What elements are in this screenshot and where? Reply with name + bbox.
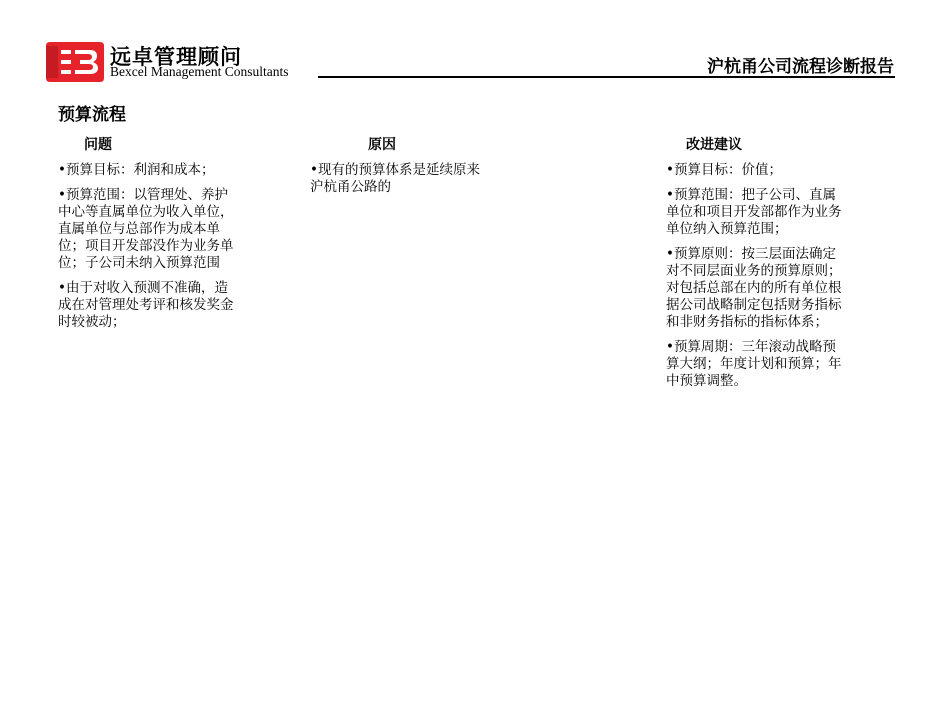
column-heading-causes: 原因 xyxy=(368,137,396,153)
list-item: •预算范围：以管理处、养护中心等直属单位为收入单位，直属单位与总部作为成本单位；项目开发部没作为业务单位；子公司未纳入预算范围 xyxy=(58,187,234,271)
report-title: 沪杭甬公司流程诊断报告 xyxy=(707,57,894,77)
list-item: •预算目标：价值； xyxy=(666,162,782,178)
column-heading-suggestions: 改进建议 xyxy=(686,137,742,153)
suggestions-list xyxy=(666,162,848,398)
page-title: 预算流程 xyxy=(58,105,126,125)
column-heading-problems: 问题 xyxy=(84,137,112,153)
company-logo-icon xyxy=(44,42,106,82)
list-item: •预算原则：按三层面法确定对不同层面业务的预算原则；对包括总部在内的所有单位根据公司战略制定包括财务指标和非财务指标的指标体系； xyxy=(666,246,842,330)
brand-name-en: Bexcel Management Consultants xyxy=(110,64,289,79)
list-item: •现有的预算体系是延续原来沪杭甬公路的 xyxy=(310,162,480,195)
list-item: •预算目标：利润和成本； xyxy=(58,162,215,178)
brand-name-cn: 远卓管理顾问 xyxy=(110,45,242,69)
causes-list xyxy=(310,162,492,204)
list-item: •预算范围：把子公司、直属单位和项目开发部都作为业务单位纳入预算范围； xyxy=(666,187,842,237)
list-item: •预算周期：三年滚动战略预算大纲；年度计划和预算；年中预算调整。 xyxy=(666,339,842,389)
list-item: •由于对收入预测不准确，造成在对管理处考评和核发奖金时较被动； xyxy=(58,280,234,330)
problems-list xyxy=(58,162,240,339)
